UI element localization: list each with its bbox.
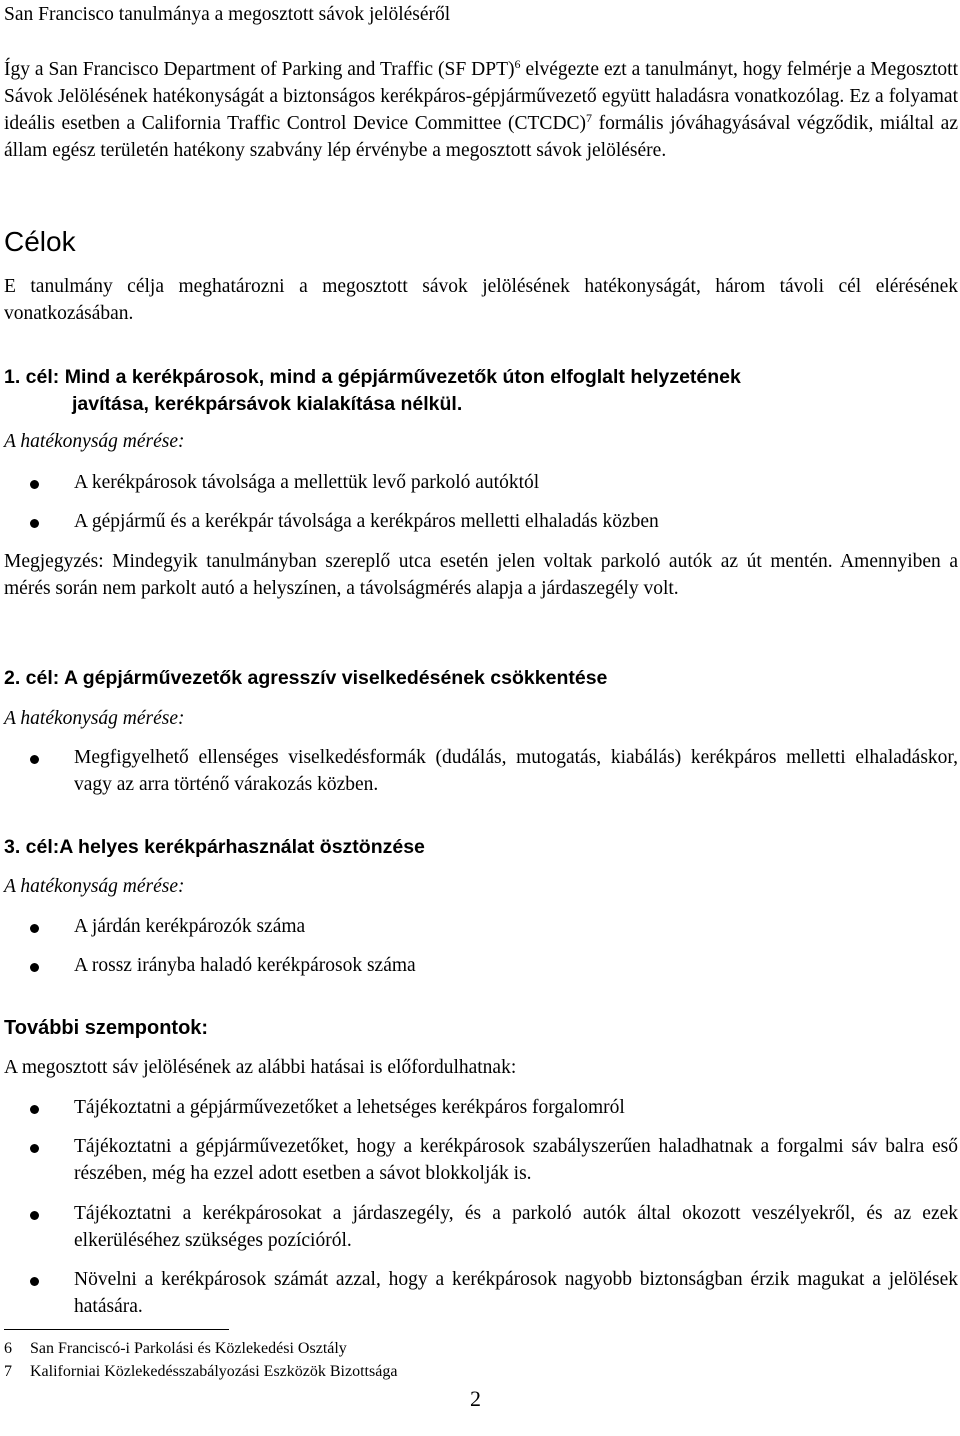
section-heading-celok: Célok: [4, 226, 76, 257]
tovabbi-bullet-4: Növelni a kerékpárosok számát azzal, hogy a kerékpárosok nagyobb biztonságban érzik magukat a jelölések hatására.: [30, 1266, 958, 1320]
bullet-dot-icon: [30, 963, 39, 972]
footnote-6: [4, 1339, 704, 1359]
footnote-7: [4, 1362, 704, 1382]
goal-1-measure-label: A hatékonyság mérése:: [4, 431, 185, 452]
goal-2-measure-label: A hatékonyság mérése:: [4, 708, 185, 729]
bullet-dot-icon: [30, 1277, 39, 1286]
tovabbi-bullet-1: Tájékoztatni a gépjárművezetőket a lehetséges kerékpáros forgalomról: [30, 1094, 958, 1121]
footnote-text: San Franciscó-i Parkolási és Közlekedési Osztály: [30, 1340, 347, 1357]
goal-3-heading: 3. cél:A helyes kerékpárhasználat ösztönzése: [4, 836, 425, 858]
goal-2-bullet-1: Megfigyelhető ellenséges viselkedésformák (dudálás, mutogatás, kiabálás) kerékpáros melletti elhaladáskor, vagy az arra történő várakozás közben.: [30, 744, 958, 798]
footnote-ref-6: 6: [514, 57, 521, 71]
footnote-number: 6: [4, 1340, 12, 1357]
goal-2-heading: 2. cél: A gépjárművezetők agresszív viselkedésének csökkentése: [4, 667, 608, 689]
intro-text-3: formális jóváhagyásával végződik, miáltal az állam egész területén hatékony szabvány lép érvénybe a megosztott sávok jelölésére.: [4, 113, 958, 161]
tovabbi-bullet-2: Tájékoztatni a gépjárművezetőket, hogy a kerékpárosok szabályszerűen haladhatnak a forgalmi sáv balra eső részében, még ha ezzel adott esetben a sávot blokkolják is.: [30, 1133, 958, 1187]
section-heading-tovabbi: További szempontok:: [4, 1017, 209, 1039]
bullet-dot-icon: [30, 755, 39, 764]
bullet-dot-icon: [30, 1105, 39, 1114]
goal-3-measure-label: A hatékonyság mérése:: [4, 876, 185, 897]
goal-1-heading: [4, 364, 958, 418]
goal-1-bullet-2: A gépjármű és a kerékpár távolsága a kerékpáros melletti elhaladás közben: [30, 508, 958, 535]
goal-1-line-1: 1. cél: Mind a kerékpárosok, mind a gépjárművezetők úton elfoglalt helyzetének: [4, 366, 741, 388]
page-number: 2: [470, 1386, 481, 1411]
bullet-dot-icon: [30, 1144, 39, 1153]
goal-1-line-2: javítása, kerékpársávok kialakítása nélkül.: [72, 393, 463, 415]
bullet-dot-icon: [30, 924, 39, 933]
goal-3-bullet-1: A járdán kerékpározók száma: [30, 913, 958, 940]
bullet-dot-icon: [30, 519, 39, 528]
tovabbi-bullet-3: Tájékoztatni a kerékpárosokat a járdaszegély, és a parkoló autók által okozott veszélyekről, és az ezek elkerüléséhez szükséges pozícióról.: [30, 1200, 958, 1254]
goal-3-bullet-2: A rossz irányba haladó kerékpárosok száma: [30, 952, 958, 979]
page-header: San Francisco tanulmánya a megosztott sávok jelöléséről: [4, 4, 451, 25]
bullet-dot-icon: [30, 480, 39, 489]
footnote-ref-7: 7: [586, 111, 593, 125]
tovabbi-intro: A megosztott sáv jelölésének az alábbi hatásai is előfordulhatnak:: [4, 1057, 517, 1078]
intro-paragraph: [4, 56, 958, 164]
celok-paragraph: E tanulmány célja meghatározni a megosztott sávok jelölésének hatékonyságát, három távoli cél elérésének vonatkozásában.: [4, 276, 958, 324]
intro-text-1: Így a San Francisco Department of Parking and Traffic (SF DPT): [4, 59, 515, 80]
bullet-dot-icon: [30, 1211, 39, 1220]
intro-text-2: elvégezte ezt a tanulmányt, hogy felmérje a Megosztott Sávok Jelölésének hatékonyságát a biztonságos kerékpáros-gépjárművezető együtt haladásra vonatkozólag. Ez a folyamat ideális esetben a California Traffic Control Device Committee (CTCDC): [4, 59, 958, 134]
footnote-text: Kaliforniai Közlekedésszabályozási Eszközök Bizottsága: [30, 1363, 398, 1380]
goal-1-bullet-1: A kerékpárosok távolsága a mellettük levő parkoló autóktól: [30, 469, 958, 496]
goal-1-note: Megjegyzés: Mindegyik tanulmányban szereplő utca esetén jelen voltak parkoló autók az út mentén. Amennyiben a mérés során nem parkolt autó a helyszínen, a távolságmérés alapja a járdaszegély volt.: [4, 551, 958, 599]
footnote-separator: [4, 1329, 229, 1330]
footnote-number: 7: [4, 1363, 12, 1380]
